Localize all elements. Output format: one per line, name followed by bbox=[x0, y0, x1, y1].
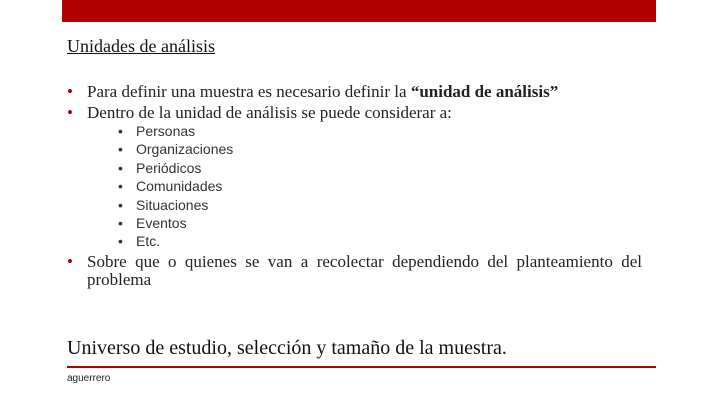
sub-item-label: Organizaciones bbox=[136, 141, 234, 158]
sub-bullet-list bbox=[118, 122, 233, 251]
sub-item-label: Personas bbox=[136, 123, 196, 139]
bullet-text: Dentro de la unidad de análisis se puede considerar a: bbox=[87, 103, 452, 122]
section-divider bbox=[67, 366, 656, 368]
main-bullet-list bbox=[67, 81, 647, 123]
bullet-dot-icon: • bbox=[67, 252, 73, 271]
author-footer: aguerrero bbox=[67, 373, 111, 384]
sub-item bbox=[118, 159, 233, 177]
sub-bullet-dot-icon: • bbox=[118, 196, 123, 213]
sub-item-label: Eventos bbox=[136, 215, 187, 232]
bullet-dot-icon: • bbox=[67, 82, 73, 101]
bullet-item-1 bbox=[67, 81, 647, 102]
sub-bullet-dot-icon: • bbox=[118, 123, 123, 139]
sub-item-label: Etc. bbox=[136, 233, 161, 250]
sub-item bbox=[118, 140, 233, 158]
sub-item-label: Situaciones bbox=[136, 196, 209, 213]
sub-item bbox=[118, 177, 233, 195]
sub-bullet-dot-icon: • bbox=[118, 141, 123, 158]
bullet-emphasis: “unidad de análisis” bbox=[410, 82, 559, 101]
top-accent-bar bbox=[62, 0, 656, 22]
sub-bullet-dot-icon: • bbox=[118, 215, 123, 232]
slide-title: Unidades de análisis bbox=[67, 36, 215, 56]
sub-item-label: Periódicos bbox=[136, 159, 202, 176]
bullet-text: Para definir una muestra es necesario definir la bbox=[87, 82, 411, 101]
bullet-item-2 bbox=[67, 102, 647, 123]
sub-item bbox=[118, 122, 233, 140]
sub-item bbox=[118, 214, 233, 232]
sub-item bbox=[118, 196, 233, 214]
section-title: Universo de estudio, selección y tamaño de la muestra. bbox=[67, 337, 507, 359]
bullet-item-3 bbox=[67, 253, 642, 289]
bullet-text: Sobre que o quienes se van a recolectar dependiendo del planteamiento del problema bbox=[87, 252, 642, 289]
sub-item-label: Comunidades bbox=[136, 178, 223, 195]
sub-bullet-dot-icon: • bbox=[118, 233, 123, 250]
sub-item bbox=[118, 232, 233, 250]
sub-bullet-dot-icon: • bbox=[118, 178, 123, 195]
sub-bullet-dot-icon: • bbox=[118, 159, 123, 176]
bullet-dot-icon: • bbox=[67, 103, 73, 122]
